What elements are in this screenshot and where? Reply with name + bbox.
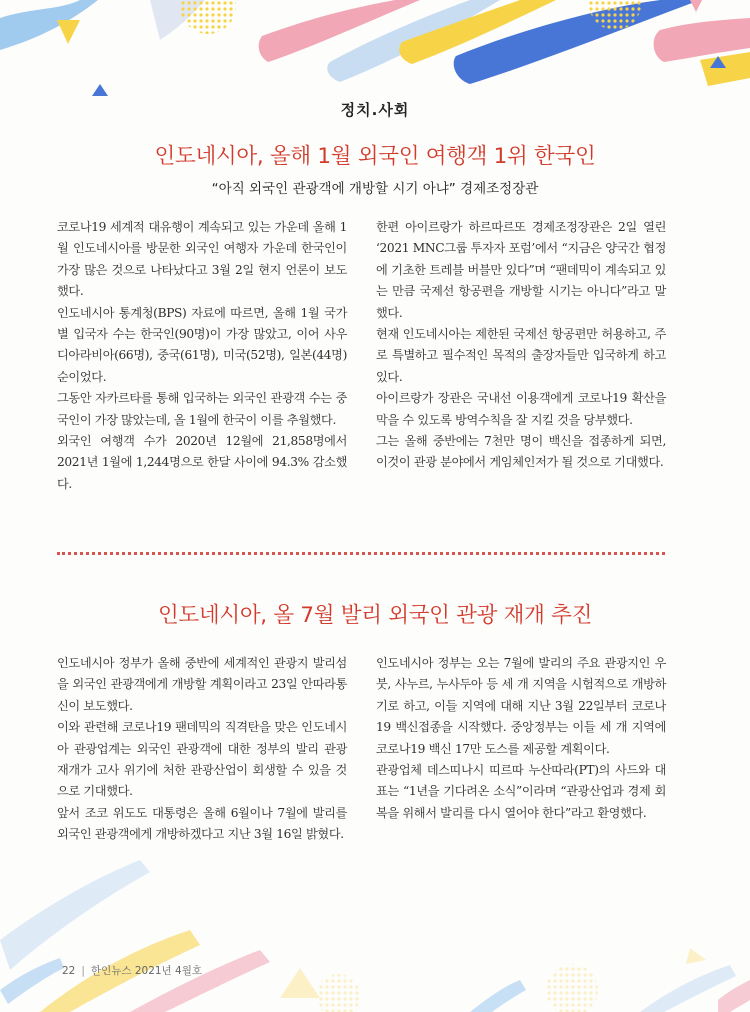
paragraph: 인도네시아 정부는 오는 7월에 발리의 주요 관광지인 우붓, 사누르, 누사두아 등 세 개 지역을 시험적으로 개방하기로 하고, 이들 지역에 대해 지난 3월 22일부터 코로나19 백신접종을 시작했다. 중앙정부는 이들 세 개 지역에 코로나19 백신 17만 도스를 제공할 계획이다. <box>376 656 666 756</box>
paragraph: 이와 관련해 코로나19 팬데믹의 직격탄을 맞은 인도네시아 관광업계는 외국인 관광객에 대한 정부의 발리 관광 재개가 고사 위기에 처한 관광산업이 회생할 수 있을 것으로 기대했다. <box>57 720 347 799</box>
page-footer <box>62 963 202 978</box>
publication-name: 한인뉴스 2021년 4월호 <box>90 965 202 977</box>
paragraph: 아이르랑가 장관은 국내선 이용객에게 코로나19 확산을 막을 수 있도록 방역수칙을 잘 지킬 것을 당부했다. <box>376 391 666 427</box>
paragraph: 외국인 여행객 수가 2020년 12월에 21,858명에서 2021년 1월에 1,244명으로 한달 사이에 94.3% 감소했다. <box>57 434 347 491</box>
section-tag: 정치.사회 <box>340 101 410 119</box>
paragraph: 코로나19 세계적 대유행이 계속되고 있는 가운데 올해 1월 인도네시아를 방문한 외국인 여행자 가운데 한국인이 가장 많은 것으로 나타났다고 3월 2일 현지 언론이 보도했다. <box>57 220 347 299</box>
article1-subhead: “아직 외국인 관광객에 개방할 시기 아냐” 경제조정장관 <box>211 181 539 197</box>
paragraph: 그동안 자카르타를 통해 입국하는 외국인 관광객 수는 중국인이 가장 많았는데, 올 1월에 한국이 이를 추월했다. <box>57 391 347 427</box>
section-divider <box>57 552 665 555</box>
article2-headline: 인도네시아, 올 7월 발리 외국인 관광 재개 추진 <box>157 603 593 628</box>
paragraph: 그는 올해 중반에는 7천만 명이 백신을 접종하게 되면, 이것이 관광 분야에서 게임체인저가 될 것으로 기대했다. <box>376 434 666 470</box>
bottom-decoration <box>0 860 750 1012</box>
paragraph: 관광업체 데스띠나시 띠르따 누산따라(PT)의 사드와 대표는 “1년을 기다려온 소식”이라며 “관광산업과 경제 회복을 위해서 발리를 다시 열어야 한다”라고 환영했다. <box>376 763 666 820</box>
top-decoration <box>0 0 750 96</box>
article1-right-column <box>376 217 666 474</box>
footer-separator: | <box>81 965 85 977</box>
article2-right-column <box>376 653 666 824</box>
paragraph: 인도네시아 정부가 올해 중반에 세계적인 관광지 발리섬을 외국인 관광객에게 개방할 계획이라고 23일 안따라통신이 보도했다. <box>57 656 347 713</box>
paragraph: 앞서 조코 위도도 대통령은 올해 6월이나 7월에 발리를 외국인 관광객에게 개방하겠다고 지난 3월 16일 밝혔다. <box>57 805 347 842</box>
paragraph: 인도네시아 통계청(BPS) 자료에 따르면, 올해 1월 국가별 입국자 수는 한국인(90명)이 가장 많았고, 이어 사우디아라비아(66명), 중국(61명), 미국(52명), 일본(44명) 순이었다. <box>57 305 347 384</box>
article1-left-column <box>57 217 347 495</box>
page-number: 22 <box>62 965 76 977</box>
article1-headline: 인도네시아, 올해 1월 외국인 여행객 1위 한국인 <box>154 144 596 169</box>
article2-left-column <box>57 653 347 846</box>
paragraph: 한편 아이르랑가 하르따르또 경제조정장관은 2일 열린 ‘2021 MNC그룹 투자자 포럼’에서 “지금은 양국간 협정에 기초한 트레블 버블만 있다”며 “팬데믹이 계속되고 있는 만큼 국제선 항공편을 개방할 시기는 아니다”라고 말했다. <box>376 220 666 320</box>
paragraph: 현재 인도네시아는 제한된 국제선 항공편만 허용하고, 주로 특별하고 필수적인 목적의 출장자들만 입국하게 하고 있다. <box>376 327 666 384</box>
